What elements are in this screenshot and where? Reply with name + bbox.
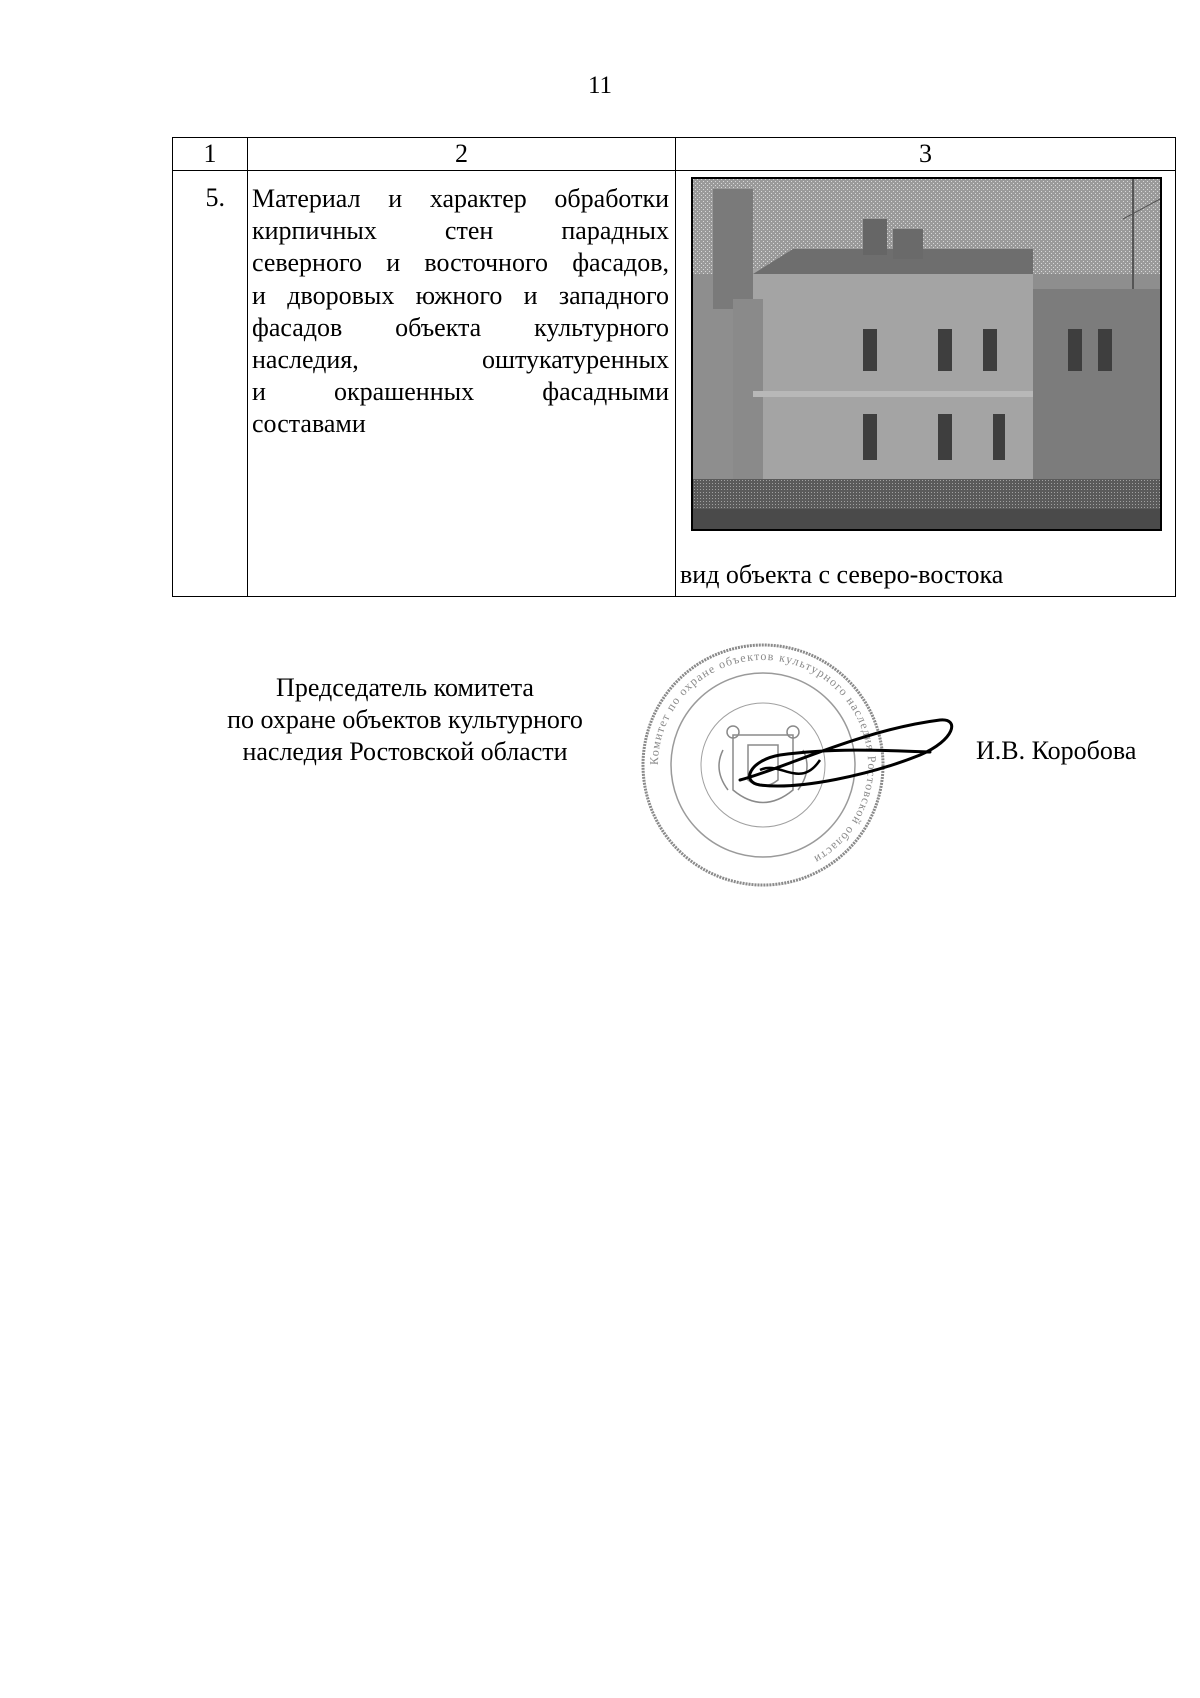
column-header-photo: 3 <box>676 138 1176 171</box>
position-line: по охране объектов культурного <box>227 705 583 734</box>
description-line: и окрашенных фасадными <box>252 377 669 407</box>
description-line: фасадов объекта культурного <box>252 312 669 342</box>
column-header-number: 1 <box>173 138 248 171</box>
row-photo-cell <box>676 171 1176 597</box>
position-line: Председатель комитета <box>276 673 534 702</box>
row-number: 5. <box>173 171 248 597</box>
page-number: 11 <box>587 72 613 99</box>
description-line: Материал и характер обработки <box>252 184 669 213</box>
building-photo-image <box>693 179 1160 529</box>
seal-text: Комитет по охране объектов культурного наследия Ростовской области <box>646 648 880 868</box>
position-line: наследия Ростовской области <box>242 737 568 766</box>
signatory-name: И.В. Коробова <box>976 736 1137 765</box>
description-line: кирпичных стен парадных <box>252 216 669 246</box>
table-header-row <box>173 138 1176 171</box>
heritage-table <box>172 137 1176 597</box>
description-line: северного и восточного фасадов, <box>252 248 669 278</box>
signatory-position <box>195 672 615 768</box>
description-line: составами <box>252 409 366 439</box>
photo-caption: вид объекта с северо-востока <box>680 560 1004 589</box>
table-row <box>173 171 1176 597</box>
handwritten-signature <box>720 700 960 810</box>
building-photo <box>691 177 1162 531</box>
column-header-description: 2 <box>248 138 676 171</box>
row-description <box>248 171 676 597</box>
description-line: наследия, оштукатуренных <box>252 345 669 375</box>
description-line: и дворовых южного и западного <box>252 280 669 310</box>
